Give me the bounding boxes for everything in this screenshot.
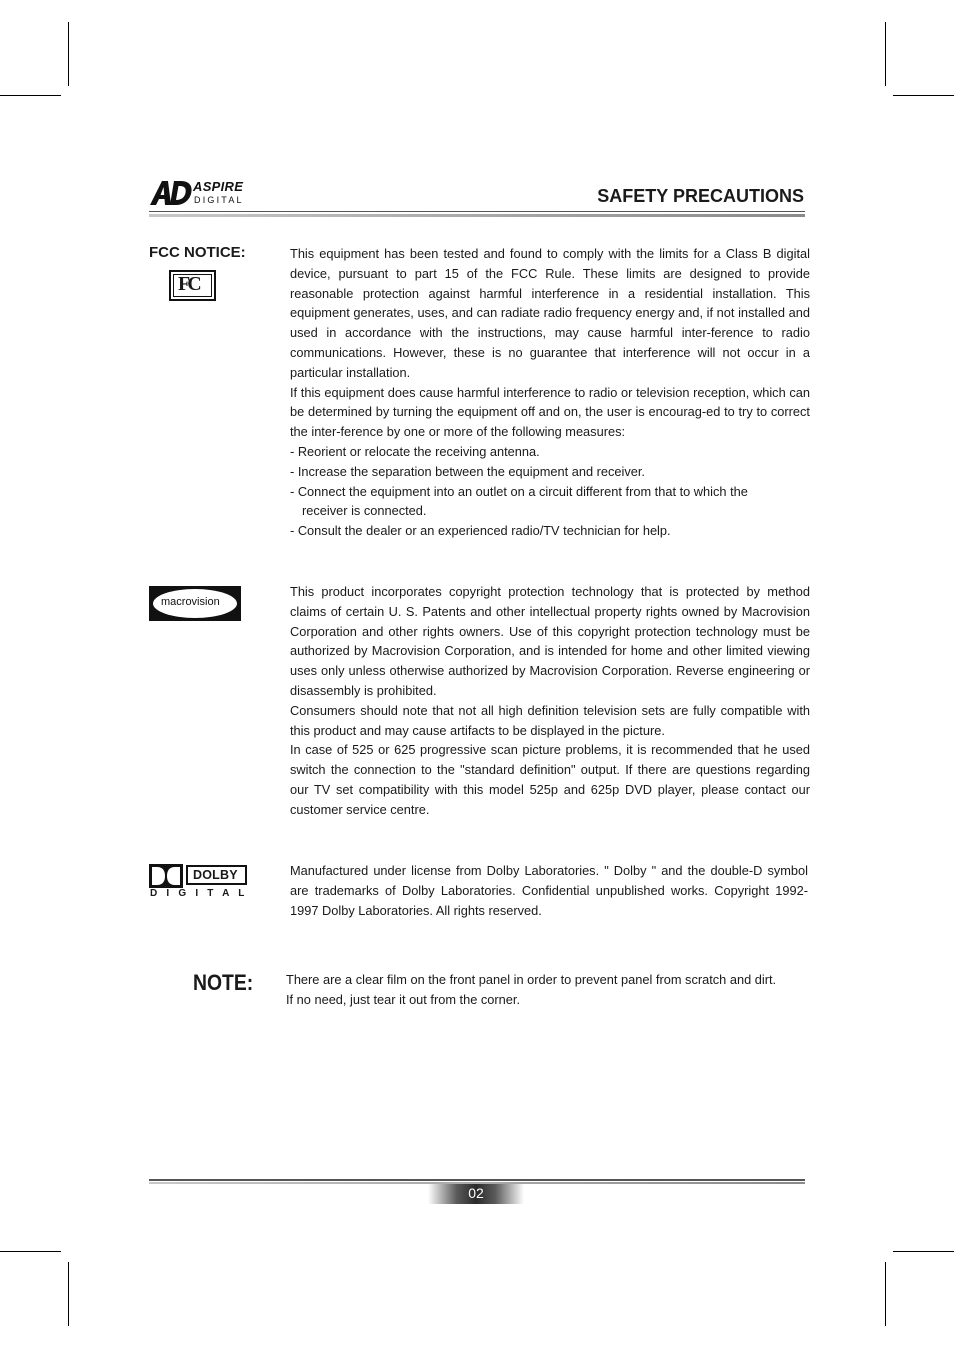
crop-mark	[893, 1251, 954, 1252]
brand-name: ASPIRE	[193, 179, 244, 194]
crop-mark	[885, 1262, 886, 1326]
dolby-text	[290, 861, 808, 920]
paragraph: This product incorporates copyright protection technology that is protected by method claims of certain U. S. Patents and other intellectual property rights owned by Macrovision Corporation and other rights owners. Use of this copyright protection technology must be authorized by Macrovision Corporation, and is intended for home and other limited viewing uses only unless otherwise authorized by Macrovision Corporation. Reverse engineering or disassembly is prohibited.	[290, 584, 810, 698]
fcc-logo-text: FC	[178, 273, 199, 295]
page-number: 02	[468, 1185, 484, 1201]
list-item: - Connect the equipment into an outlet on a circuit different from that to which the	[290, 483, 748, 499]
crop-mark	[885, 22, 886, 86]
dolby-digital-text: D I G I T A L	[150, 888, 248, 899]
macrovision-logo	[149, 586, 241, 621]
paragraph: This equipment has been tested and found to comply with the limits for a Class B digital device, pursuant to part 15 of the FCC Rule. These limits are designed to provide reasonable protection against harmful interference in a residential installation. This equipment generates, uses, and can radiate radio frequency energy and, if not installed and used in accordance with the instructions, may cause harmful inter-ference to radio communications. However, these is no guarantee that interference will not occur in a particular installation.	[290, 246, 810, 380]
paragraph: Manufactured under license from Dolby Laboratories. " Dolby " and the double-D symbol are trademarks of Dolby Laboratories. Confidential unpublished works. Copyright 1992-1997 Dolby Laboratories. All rights reserved.	[290, 863, 808, 918]
list-item-continuation: receiver is connected.	[302, 503, 427, 519]
crop-mark	[68, 22, 69, 86]
header-divider	[149, 214, 805, 217]
macrovision-text	[290, 582, 810, 820]
page-title: SAFETY PRECAUTIONS	[597, 186, 804, 206]
paragraph: In case of 525 or 625 progressive scan picture problems, it is recommended that he used switch the connection to the "standard definition" output. If there are questions regarding our TV set compatibility with this model 525p and 625p DVD player, please contact our customer service centre.	[290, 742, 810, 817]
fcc-notice-text	[290, 244, 810, 541]
dolby-wordmark: DOLBY	[193, 868, 238, 882]
list-item: - Reorient or relocate the receiving antenna.	[290, 443, 540, 459]
crop-mark	[68, 1262, 69, 1326]
header-divider	[149, 211, 805, 212]
brand-logo	[149, 178, 259, 208]
brand-subtitle: DIGITAL	[194, 195, 244, 205]
note-line: There are a clear film on the front panel in order to prevent panel from scratch and dirt.	[286, 972, 777, 987]
footer-divider	[149, 1179, 805, 1181]
note-text	[286, 970, 816, 1010]
note-line: If no need, just tear it out from the corner.	[286, 991, 521, 1007]
fcc-notice-label: FCC NOTICE:	[149, 244, 246, 261]
crop-mark	[893, 95, 954, 96]
macrovision-logo-text: macrovision	[161, 596, 220, 608]
note-label: NOTE:	[193, 970, 254, 995]
list-item: - Consult the dealer or an experienced radio/TV technician for help.	[290, 523, 671, 539]
paragraph: Consumers should note that not all high definition television sets are fully compatible with this product and may cause artifacts to be displayed in the picture.	[290, 702, 810, 738]
dolby-digital-logo	[149, 864, 249, 900]
double-d-icon	[149, 864, 183, 888]
page-number-tab	[428, 1184, 524, 1204]
ad-monogram-icon	[149, 178, 195, 208]
dolby-wordmark-box	[186, 865, 247, 885]
crop-mark	[0, 1251, 61, 1252]
fcc-logo	[169, 270, 216, 301]
list-item: - Increase the separation between the equipment and receiver.	[290, 463, 645, 479]
paragraph: If this equipment does cause harmful interference to radio or television reception, which can be determined by turning the equipment off and on, the user is encourag-ed to try to correct the inter-ference by one or more of the following measures:	[290, 384, 810, 440]
crop-mark	[0, 95, 61, 96]
